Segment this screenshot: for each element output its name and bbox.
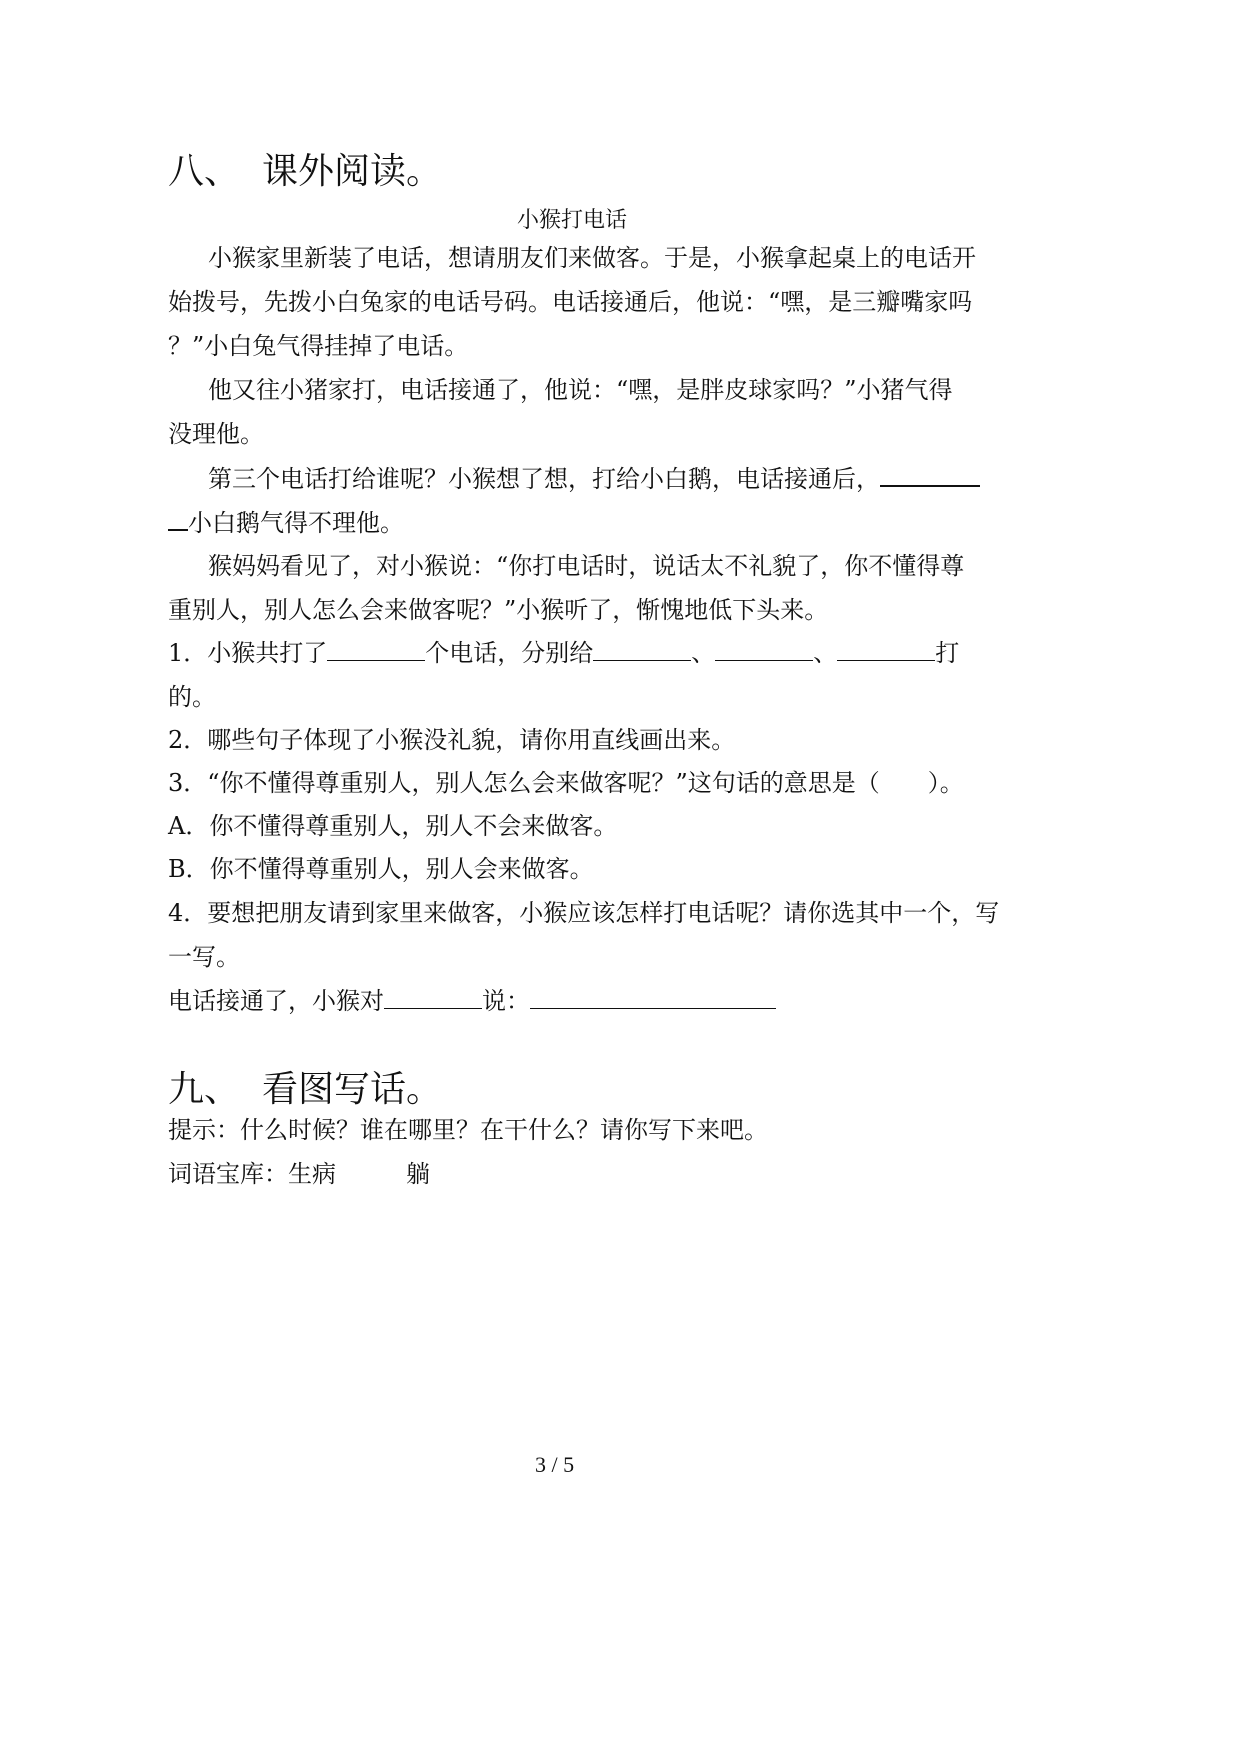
q1-blank-count[interactable] [327, 640, 425, 661]
q1-blank-2[interactable] [715, 640, 813, 661]
story-title: 小猴打电话 [517, 208, 628, 233]
option-a: A．你不懂得尊重别人，别人不会来做客。 [168, 812, 618, 840]
question-2: 2．哪些句子体现了小猴没礼貌，请你用直线画出来。 [168, 726, 736, 754]
story-p3-line2 [168, 507, 404, 538]
story-p3-line1 [208, 463, 980, 494]
story-p4-line2: 重别人，别人怎么会来做客呢？”小猴听了，惭愧地低下头来。 [168, 596, 829, 624]
q1-text-b: 个电话，分别给 [425, 639, 594, 667]
section-9-heading [168, 1061, 442, 1112]
section-9-number: 九、 [168, 1069, 241, 1110]
question-4-line2: 一写。 [168, 943, 240, 971]
story-p2-line2: 没理他。 [168, 420, 264, 448]
q1-text-c: 打 [935, 639, 960, 667]
q4-text-a: 电话接通了，小猴对 [168, 987, 384, 1015]
story-p3-text: 第三个电话打给谁呢？小猴想了想，打给小白鹅，电话接通后， [208, 465, 880, 493]
blank-answer-cont[interactable] [168, 507, 188, 531]
q1-sep-2: 、 [813, 639, 838, 667]
section-8-heading [168, 143, 442, 194]
blank-answer[interactable] [880, 463, 980, 487]
story-p2-line1: 他又往小猪家打，电话接通了，他说：“嘿，是胖皮球家吗？”小猪气得 [208, 376, 953, 404]
word-bank-label: 词语宝库：生病 [168, 1160, 336, 1188]
question-3: 3．“你不懂得尊重别人，别人怎么会来做客呢？”这句话的意思是（ ）。 [168, 769, 964, 797]
story-p4-line1: 猴妈妈看见了，对小猴说：“你打电话时，说话太不礼貌了，你不懂得尊 [208, 552, 965, 580]
writing-hint: 提示：什么时候？谁在哪里？在干什么？请你写下来吧。 [168, 1116, 768, 1144]
question-1 [168, 638, 959, 668]
word-bank-word-2: 躺 [406, 1160, 430, 1188]
story-p1-line1: 小猴家里新装了电话，想请朋友们来做客。于是，小猴拿起桌上的电话开 [208, 244, 976, 272]
q4-text-b: 说： [482, 987, 530, 1015]
option-b: B．你不懂得尊重别人，别人会来做客。 [168, 855, 594, 883]
question-1-line2: 的。 [168, 683, 216, 711]
section-9-title: 看图写话。 [262, 1069, 443, 1110]
q1-sep-1: 、 [691, 639, 716, 667]
page-number: 3 / 5 [535, 1452, 575, 1477]
section-8-title: 课外阅读。 [262, 151, 443, 192]
story-p1-line2: 始拨号，先拨小白兔家的电话号码。电话接通后，他说：“嘿，是三瓣嘴家吗 [168, 288, 973, 316]
q1-blank-1[interactable] [593, 640, 691, 661]
q4-blank-who[interactable] [384, 988, 482, 1009]
q1-text-a: 1．小猴共打了 [168, 639, 328, 667]
q1-blank-3[interactable] [837, 640, 935, 661]
story-p1-line3: ？”小白兔气得挂掉了电话。 [168, 332, 469, 360]
word-bank [168, 1159, 430, 1189]
section-8-number: 八、 [168, 151, 241, 192]
question-4-answer-line [168, 986, 776, 1016]
story-p3-text2: 小白鹅气得不理他。 [188, 509, 404, 537]
q4-blank-words[interactable] [530, 988, 776, 1009]
question-4-line1: 4．要想把朋友请到家里来做客，小猴应该怎样打电话呢？请你选其中一个，写 [168, 899, 1000, 927]
